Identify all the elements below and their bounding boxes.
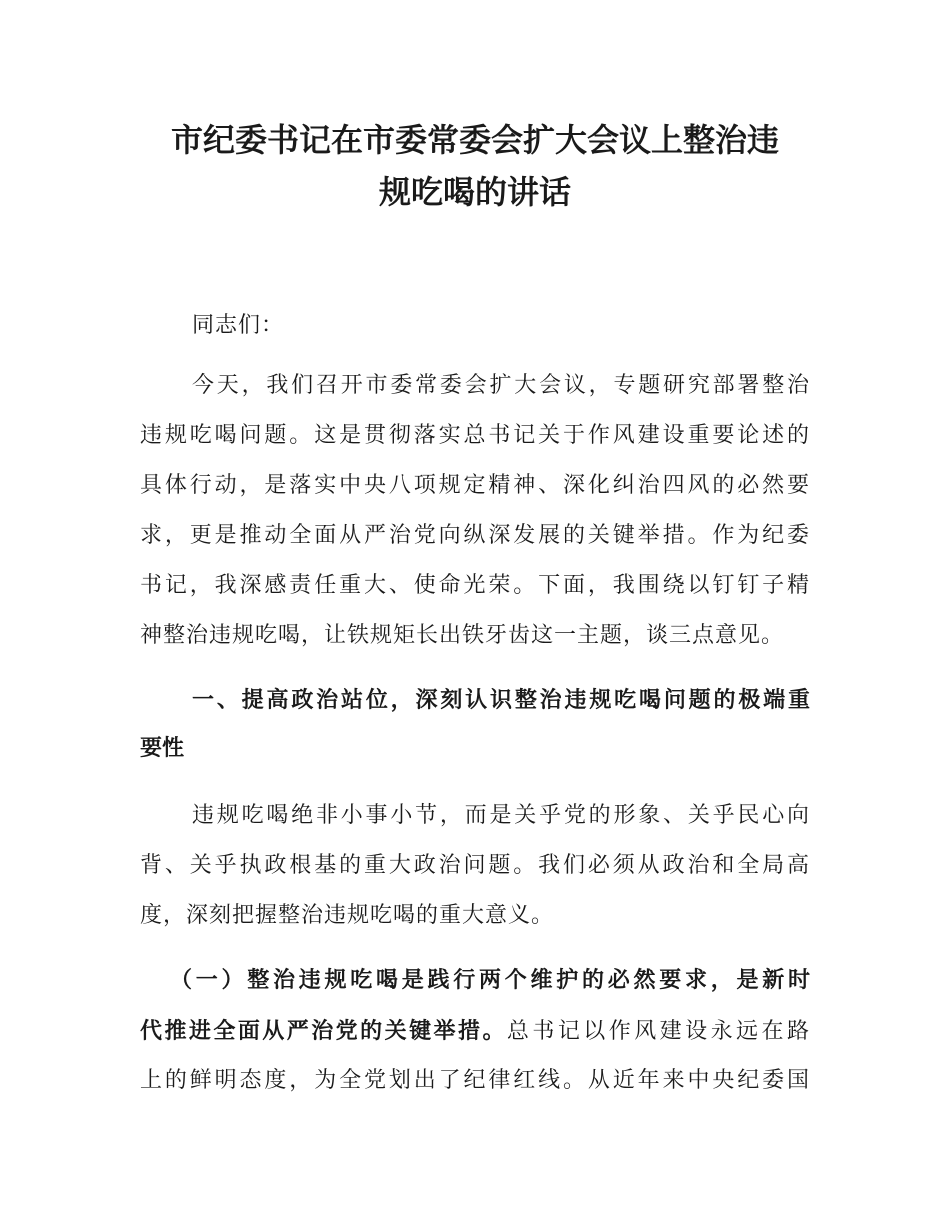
section-1-heading-line-1: 一、提高政治站位，深刻认识整治违规吃喝问题的极端重 [192,688,810,713]
section-1-para-line-1: 违规吃喝绝非小事小节，而是关乎党的形象、关乎民心向 [192,803,810,828]
subsection-1-line-2 [140,1007,810,1055]
section-1-para-line-3: 度，深刻把握整治违规吃喝的重大意义。 [140,903,555,928]
intro-line-4: 求，更是推动全面从严治党向纵深发展的关键举措。作为纪委 [140,523,810,548]
intro-line-6: 神整治违规吃喝，让铁规矩长出铁牙齿这一主题，谈三点意见。 [140,623,785,648]
subsection-1-line-1: （一）整治违规吃喝是践行两个维护的必然要求，是新时 [170,968,810,993]
salutation: 同志们： [192,313,285,338]
intro-line-1: 今天，我们召开市委常委会扩大会议，专题研究部署整治 [192,373,810,398]
subsection-1-line-3: 上的鲜明态度，为全党划出了纪律红线。从近年来中央纪委国 [140,1068,810,1093]
subsection-1-body-start: 总书记以作风建设永远在路 [506,1019,810,1044]
section-1-heading-line-2: 要性 [140,736,185,761]
intro-line-2: 违规吃喝问题。这是贯彻落实总书记关于作风建设重要论述的 [140,423,810,448]
section-1-para-line-2: 背、关乎执政根基的重大政治问题。我们必须从政治和全局高 [140,853,810,878]
document-title-line-1: 市纪委书记在市委常委会扩大会议上整治违 [170,121,779,159]
intro-line-3: 具体行动，是落实中央八项规定精神、深化纠治四风的必然要 [140,473,810,498]
subsection-1-bold-lead: 代推进全面从严治党的关键举措。 [140,1019,507,1044]
intro-line-5: 书记，我深感责任重大、使命光荣。下面，我围绕以钉钉子精 [140,573,810,598]
document-title-line-2: 规吃喝的讲话 [378,173,571,211]
